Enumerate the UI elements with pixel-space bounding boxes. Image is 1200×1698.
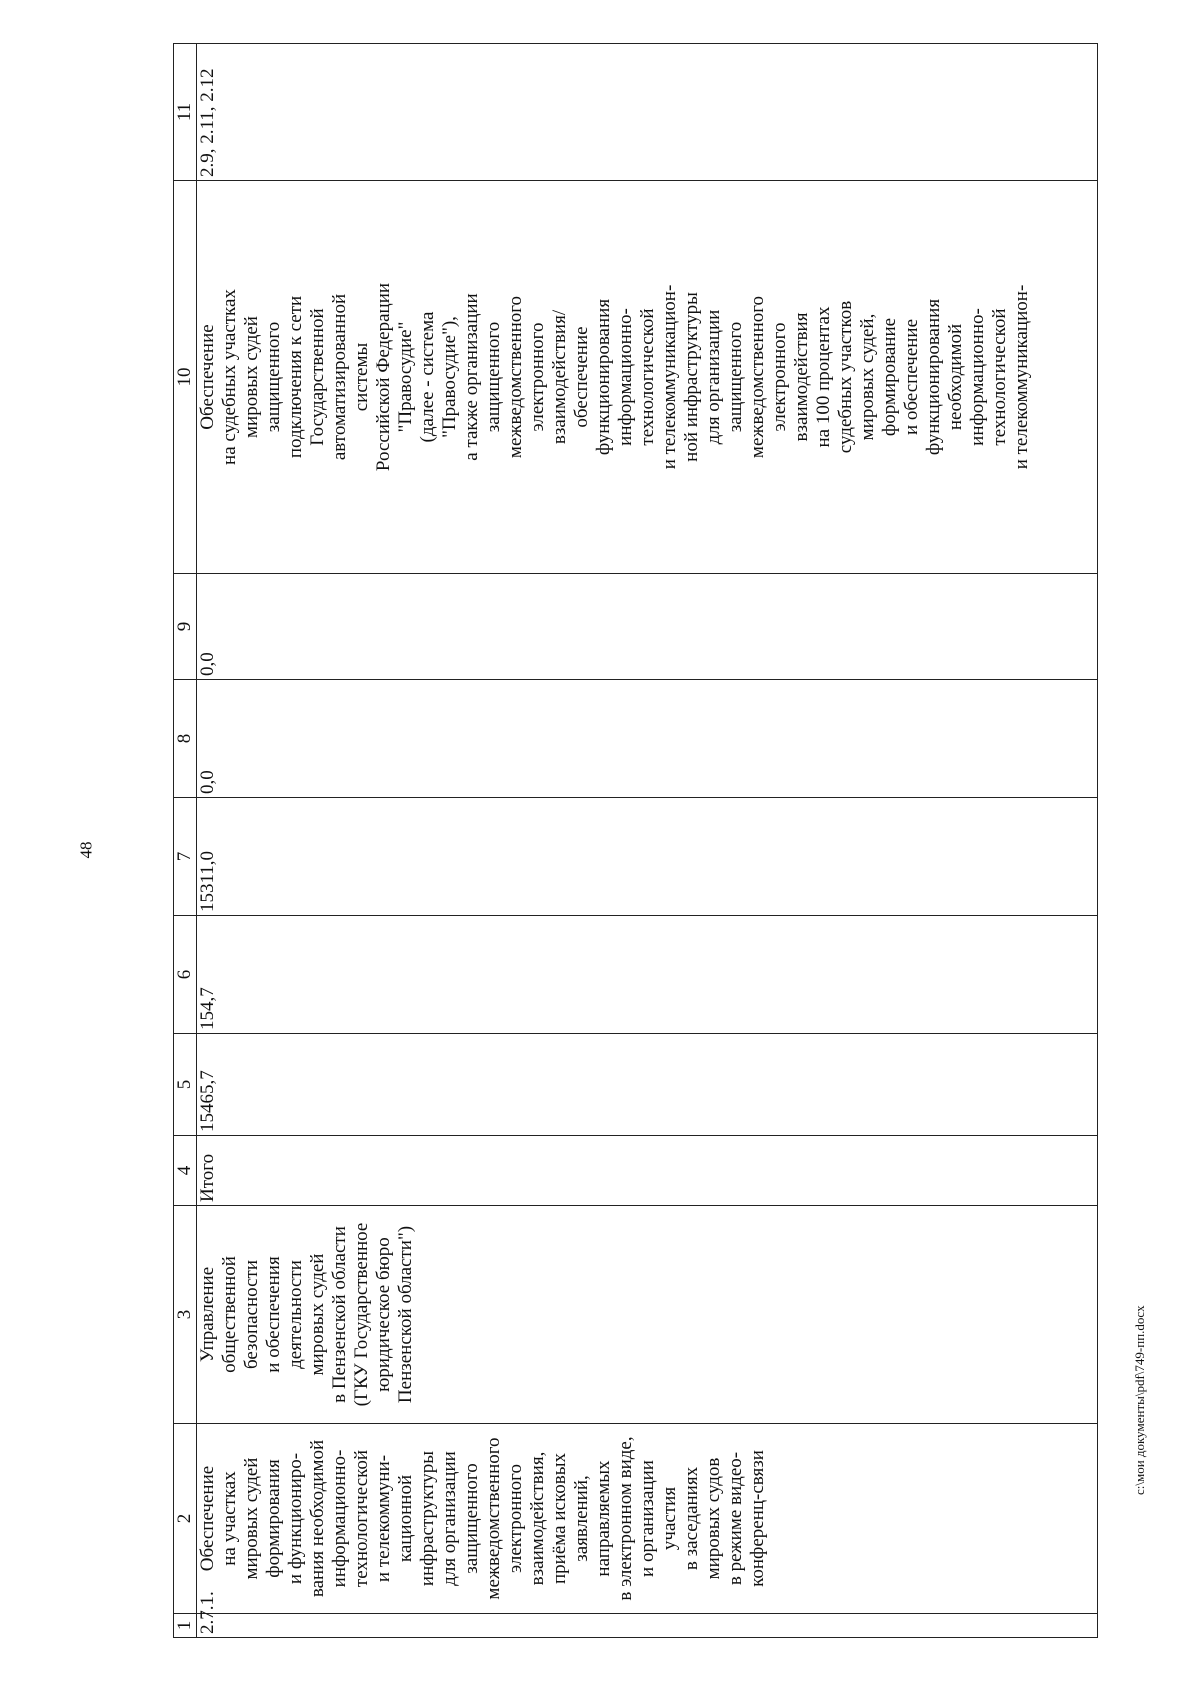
cell-amount-col8: 0,0 [197,680,1098,798]
cell-line: информационно- [615,308,636,446]
col-header-11: 11 [174,44,197,181]
cell-line: мировых судей, [857,313,878,441]
cell-line: технологической [637,308,658,446]
cell-line: и телекоммуникацион- [659,284,680,470]
cell-line: технологической [989,308,1010,446]
cell-line: заявлений, [571,1475,592,1562]
cell-line: и обеспечения [263,1256,284,1373]
page-number: 48 [76,841,96,859]
cell-line: взаимодействия/ [549,309,570,445]
cell-line: в заседаниях [681,1466,702,1571]
cell-line: обеспечение [571,326,592,428]
cell-line: "Правосудие"), [439,316,460,438]
col-header-3: 3 [174,1206,197,1424]
cell-line: вания необходимой [307,1439,328,1598]
cell-amount-col7: 15311,0 [197,798,1098,916]
cell-line: подключения к сети [285,295,306,459]
cell-line: и телекоммуни- [373,1454,394,1583]
cell-line: межведомственного [505,295,526,459]
cell-line: и организации [637,1460,658,1577]
cell-line: необходимой [945,323,966,431]
cell-funding-source: Итого [197,1136,1098,1206]
cell-line: мировых судов [703,1457,724,1580]
cell-line: для организации [703,309,724,445]
col-header-2: 2 [174,1424,197,1614]
cell-line: юридическое бюро [373,1237,394,1392]
cell-responsible-executor [197,1206,1098,1424]
cell-line: автоматизированной [329,293,350,461]
cell-line: направляемых [593,1460,614,1577]
cell-line: защищенного [725,321,746,433]
cell-line: электронного [769,322,790,432]
cell-line: инфраструктуры [417,1450,438,1587]
cell-line: системы [351,342,372,412]
col-header-4: 4 [174,1136,197,1206]
col-header-5: 5 [174,1034,197,1136]
col-header-1: 1 [174,1614,197,1638]
cell-line: деятельности [285,1260,306,1369]
cell-expected-result [197,181,1098,574]
cell-amount-col9: 0,0 [197,574,1098,680]
cell-line: ной инфраструктуры [681,292,702,462]
cell-line: приёма исковых [549,1453,570,1584]
cell-line: в режиме видео- [725,1451,746,1586]
cell-line: Обеспечение [197,324,218,430]
cell-line: информационно- [967,308,988,446]
cell-line: Управление [197,1266,218,1363]
cell-line: на 100 процентах [813,306,834,448]
cell-line: функционирования [923,298,944,456]
cell-line: формирования [263,1459,284,1578]
cell-line: и телекоммуникацион- [1011,284,1032,470]
cell-line: межведомственного [747,295,768,459]
col-header-7: 7 [174,798,197,916]
cell-activity-description [197,1424,1098,1614]
cell-line: информационно- [329,1449,350,1588]
cell-line: защищенного [263,321,284,433]
cell-line: электронного [505,1464,526,1573]
cell-line: мировых судей [241,1457,262,1580]
cell-line: а также организации [461,293,482,461]
cell-line: для организации [439,1451,460,1586]
col-header-6: 6 [174,916,197,1034]
cell-line: межведомственного [483,1437,504,1600]
cell-line: конференц-связи [747,1450,768,1587]
cell-line: электронного [527,322,548,432]
cell-line: взаимодействия, [527,1451,548,1586]
cell-line: в электронном виде, [615,1436,636,1601]
cell-amount-col6: 154,7 [197,916,1098,1034]
cell-line: защищенного [461,1463,482,1574]
cell-line: и обеспечение [901,318,922,436]
cell-line: безопасности [241,1259,262,1370]
cell-line: на судебных участках [219,289,240,465]
cell-line: формирование [879,317,900,437]
cell-line: технологической [351,1449,372,1588]
col-header-9: 9 [174,574,197,680]
cell-line: взаимодействия [791,312,812,442]
cell-line: функционирования [593,298,614,456]
cell-line: на участках [219,1471,240,1566]
cell-line: Государственной [307,308,328,446]
cell-total-amount: 15465,7 [197,1034,1098,1136]
cell-line: (ГКУ Государственное [351,1222,372,1407]
cell-indicator-refs: 2.9, 2.11, 2.12 [197,44,1098,181]
col-header-8: 8 [174,680,197,798]
cell-line: общественной [219,1256,240,1373]
cell-line: кационной [395,1474,416,1563]
col-header-10: 10 [174,181,197,574]
header-row [174,44,197,1638]
cell-line: в Пензенской области [329,1226,350,1403]
cell-line: участия [659,1486,680,1551]
cell-line: мировых судей [241,316,262,438]
cell-line: (далее - система [417,311,438,443]
cell-line: защищенного [483,321,504,433]
cell-item-number: 2.7.1. [197,1614,1098,1638]
table-row [197,44,1098,1638]
cell-line: Российской Федерации [373,282,394,472]
cell-line: Обеспечение [197,1465,218,1572]
cell-line: мировых судей [307,1253,328,1376]
cell-line: и функциониро- [285,1452,306,1585]
data-table [173,43,1098,1638]
cell-line: судебных участков [835,300,856,454]
rotated-table-container [173,44,1098,1638]
cell-line: Пензенской области") [395,1225,416,1404]
cell-line: "Правосудие" [395,321,416,433]
